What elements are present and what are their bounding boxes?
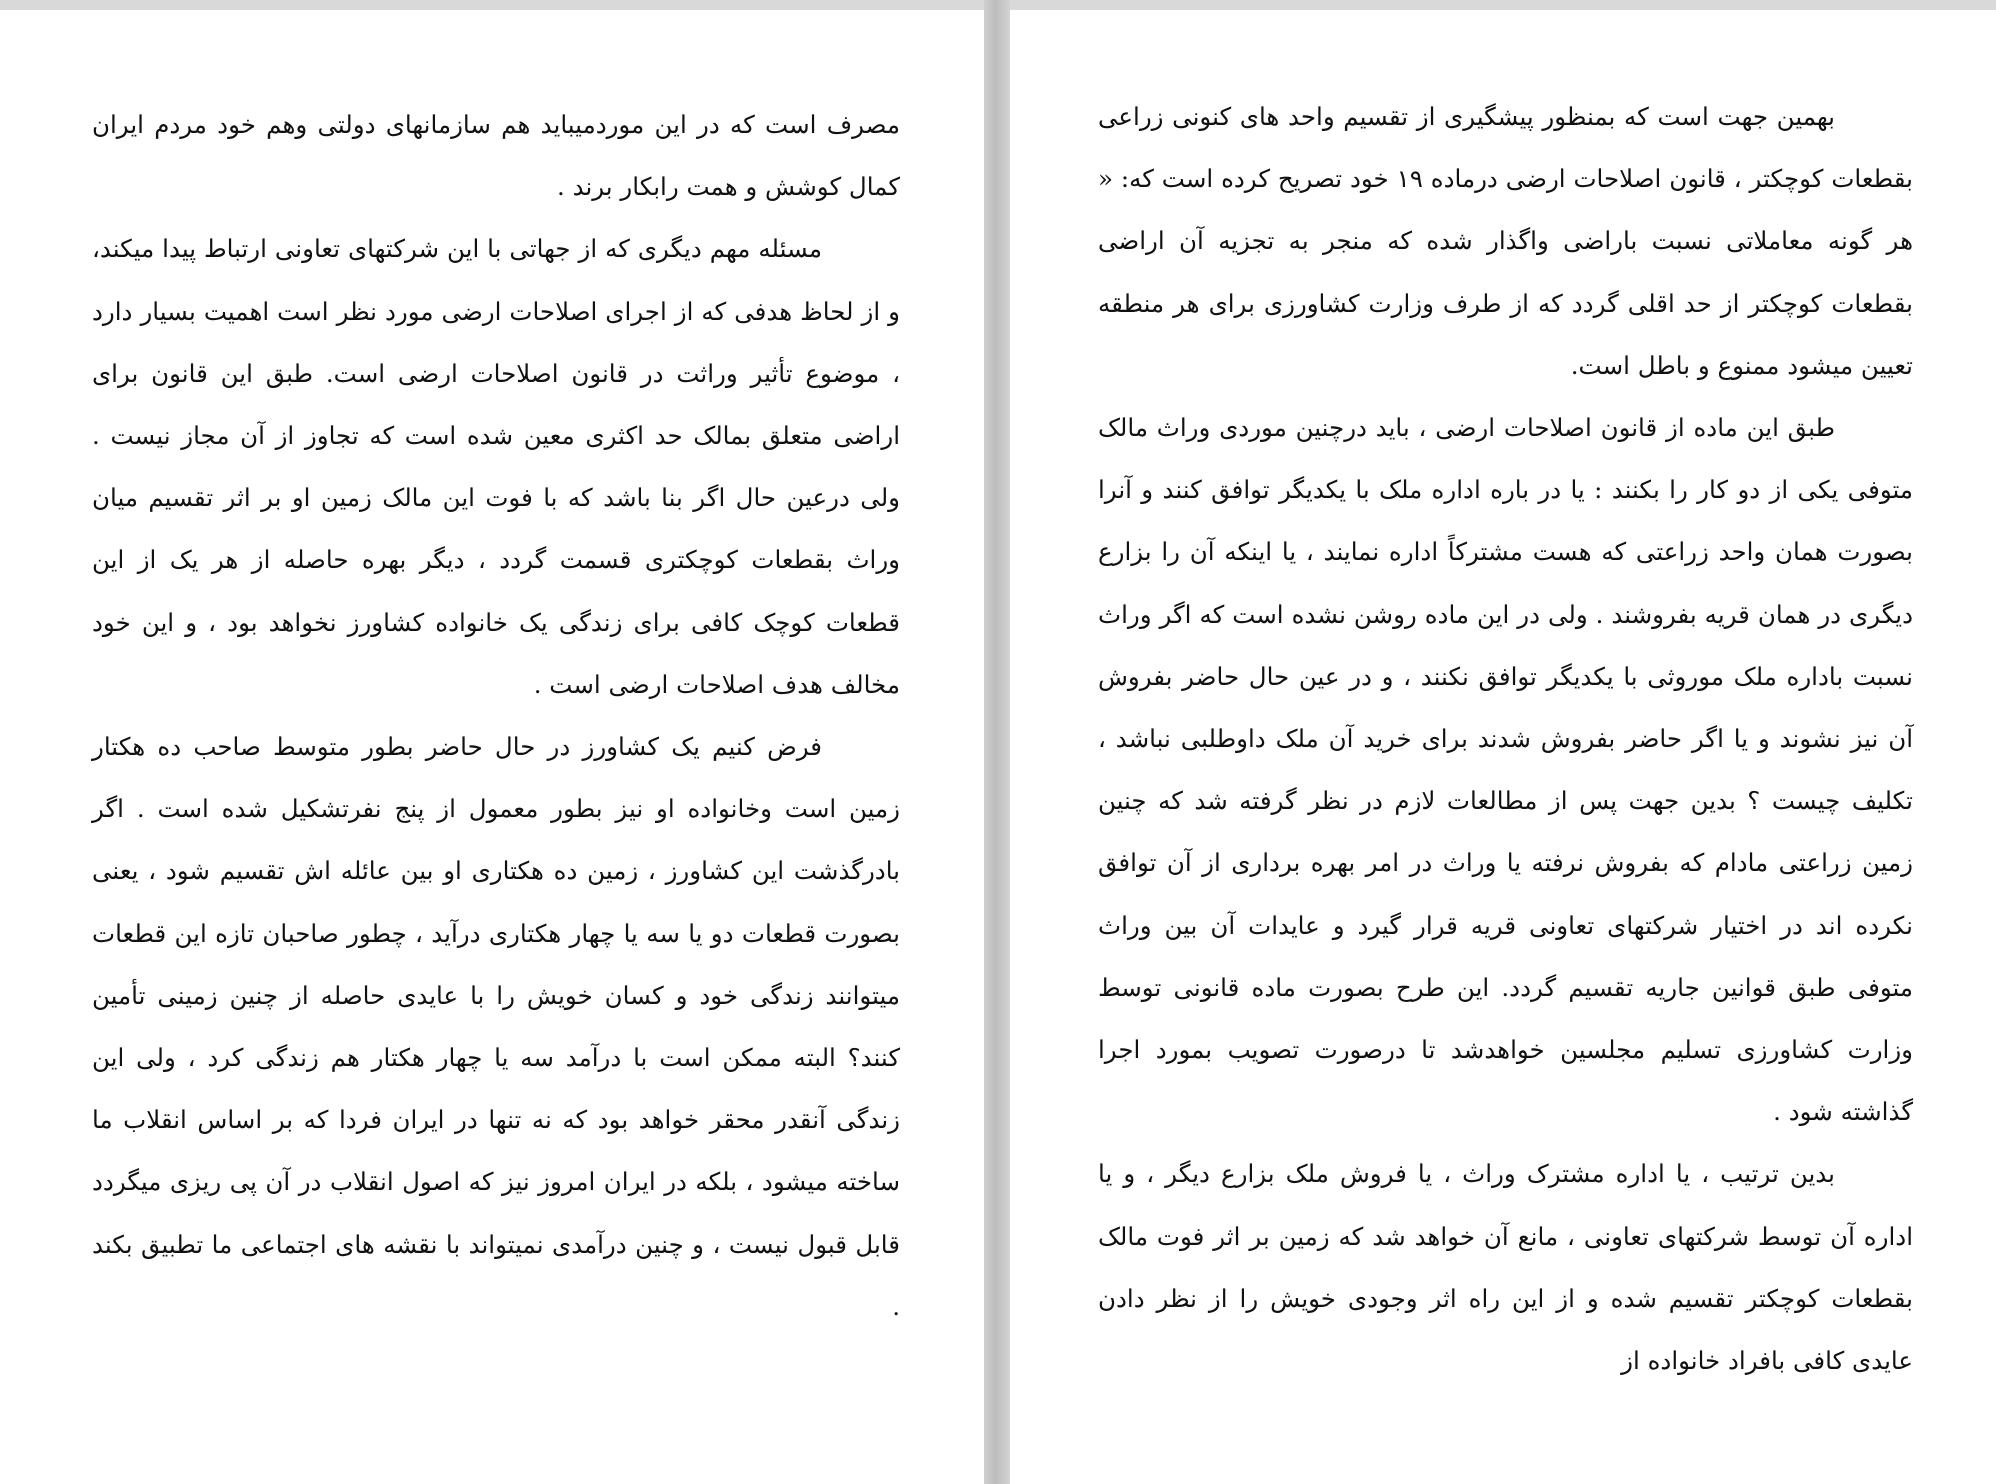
left-page-text: [92, 94, 900, 1338]
right-page: [1010, 10, 1996, 1484]
left-paragraph-2: مسئله مهم دیگری که از جهاتی با این شرکتهای تعاونی ارتباط پیدا میکند، و از لحاظ هدفی که از اجرای اصلاحات ارضی مورد نظر است اهمیت بسیار دارد ، موضوع تأثیر وراثت در قانون اصلاحات ارضی است. طبق این قانون برای اراضی متعلق بمالک حد اکثری معین شده است که تجاوز از آن مجاز نیست . ولی درعین حال اگر بنا باشد که با فوت این مالک زمین او بر اثر تقسیم میان وراث بقطعات کوچکتری قسمت گردد ، دیگر بهره حاصله از هر یک از این قطعات کوچک کافی برای زندگی یک خانواده کشاورز نخواهد بود ، و این خود مخالف هدف اصلاحات ارضی است .: [92, 234, 900, 699]
book-gutter: [984, 0, 1010, 1484]
right-paragraph-2: طبق این ماده از قانون اصلاحات ارضی ، باید درچنین موردی وراث مالک متوفی یکی از دو کار را بکنند : یا در باره اداره ملک با یکدیگر توافق کنند و آنرا بصورت همان واحد زراعتی که هست مشترکاً اداره نمایند ، یا اینکه آن را بزارع دیگری در همان قریه بفروشند . ولی در این ماده روشن نشده است که اگر وراث نسبت باداره ملک موروثی با یکدیگر توافق نکنند ، و در عین حال حاضر بفروش آن نیز نشوند و یا اگر حاضر بفروش شدند برای خرید آن ملک داوطلبی نباشد ، تکلیف چیست ؟ بدین جهت پس از مطالعات لازم در نظر گرفته شد که چنین زمین زراعتی مادام که بفروش نرفته یا وراث در امر بهره برداری از آن توافق نکرده اند در اختیار شرکتهای تعاونی قریه قرار گیرد و عایدات آن بین وراث متوفی طبق قوانین جاریه تقسیم گردد. این طرح بصورت ماده قانونی توسط وزارت کشاورزی تسلیم مجلسین خواهدشد تا درصورت تصویب بمورد اجرا گذاشته شود .: [1098, 413, 1913, 1127]
left-paragraph-1: مصرف است که در این موردمیباید هم سازمانهای دولتی وهم خود مردم ایران کمال کوشش و همت رابکار برند .: [92, 110, 900, 202]
right-paragraph-1: بهمین جهت است که بمنظور پیشگیری از تقسیم واحد های کنونی زراعی بقطعات کوچکتر ، قانون اصلاحات ارضی درماده ۱۹ خود تصریح کرده است که: « هر گونه معاملاتی نسبت باراضی واگذار شده که منجر به تجزیه آن اراضی بقطعات کوچکتر از حد اقلی گردد که از طرف وزارت کشاورزی برای هر منطقه تعیین میشود ممنوع و باطل است.: [1098, 102, 1913, 380]
right-page-text: [1098, 86, 1913, 1392]
left-page: [0, 10, 984, 1484]
right-paragraph-3: بدین ترتیب ، یا اداره مشترک وراث ، یا فروش ملک بزارع دیگر ، و یا اداره آن توسط شرکتهای تعاونی ، مانع آن خواهد شد که زمین بر اثر فوت مالک بقطعات کوچکتر تقسیم شده و از این راه اثر وجودی خویش را از نظر دادن عایدی کافی بافراد خانواده از: [1098, 1159, 1913, 1376]
left-paragraph-3: فرض کنیم یک کشاورز در حال حاضر بطور متوسط صاحب ده هکتار زمین است وخانواده او نیز بطور معمول از پنج نفرتشکیل شده است . اگر بادرگذشت این کشاورز ، زمین ده هکتاری او بین عائله اش تقسیم شود ، یعنی بصورت قطعات دو یا سه یا چهار هکتاری درآید ، چطور صاحبان تازه این قطعات میتوانند زندگی خود و کسان خویش را با عایدی حاصله از چنین زمینی تأمین کنند؟ البته ممکن است با درآمد سه یا چهار هکتار هم زندگی کرد ، ولی این زندگی آنقدر محقر خواهد بود که نه تنها در ایران فردا که بر اساس انقلاب ما ساخته میشود ، بلکه در ایران امروز نیز که اصول انقلاب در آن پی ریزی میگردد قابل قبول نیست ، و چنین درآمدی نمیتواند با نقشه های اجتماعی ما تطبیق بکند .: [92, 732, 900, 1321]
